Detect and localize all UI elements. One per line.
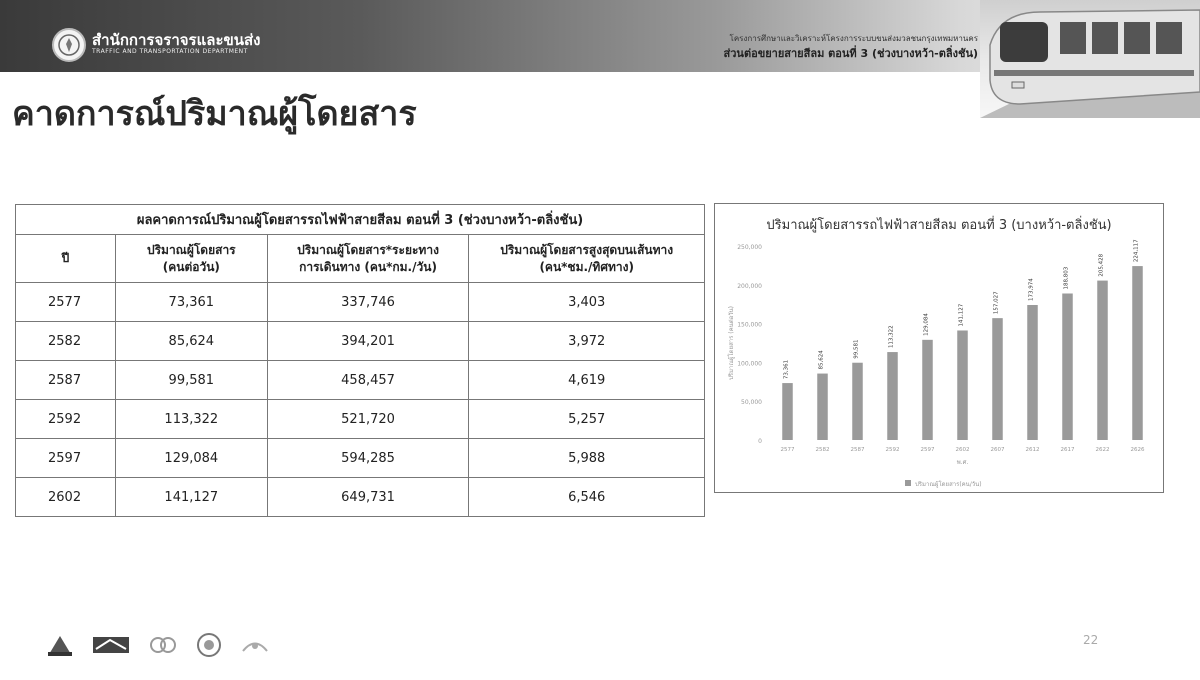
cell-passengers: 85,624	[115, 322, 267, 361]
data-label: 129,084	[923, 313, 930, 336]
table-header-row	[16, 235, 705, 283]
cell-year: 2597	[16, 439, 116, 478]
cell-passengers: 129,084	[115, 439, 267, 478]
passenger-forecast-table	[15, 204, 705, 517]
data-label: 85,624	[818, 350, 825, 370]
cell-passenger-km: 337,746	[267, 283, 469, 322]
bar	[957, 330, 968, 440]
passenger-chart	[714, 203, 1164, 493]
bar	[887, 352, 898, 440]
footer-logo-2	[92, 636, 130, 654]
table-row	[16, 400, 705, 439]
data-label: 73,361	[783, 359, 790, 380]
cell-passenger-km: 521,720	[267, 400, 469, 439]
footer-logo-4	[196, 632, 222, 658]
y-axis-title: ปริมาณผู้โดยสาร (คนต่อวัน)	[728, 305, 735, 381]
table-row	[16, 322, 705, 361]
footer-logos	[46, 630, 270, 660]
table-caption: ผลคาดการณ์ปริมาณผู้โดยสารรถไฟฟ้าสายสีลม ตอนที่ 3 (ช่วงบางหว้า-ตลิ่งชัน)	[16, 205, 705, 235]
y-tick-label: 150,000	[737, 321, 762, 329]
cell-year: 2582	[16, 322, 116, 361]
table-row	[16, 361, 705, 400]
bar	[1027, 305, 1038, 440]
bar	[922, 340, 933, 440]
cell-peak-load: 3,403	[469, 283, 705, 322]
x-tick-label: 2622	[1095, 447, 1110, 453]
cell-peak-load: 5,988	[469, 439, 705, 478]
project-subtitle: ส่วนต่อขยายสายสีลม ตอนที่ 3 (ช่วงบางหว้า-ตลิ่งชัน)	[723, 47, 978, 60]
train-photo	[980, 0, 1200, 118]
bar	[1097, 281, 1108, 440]
data-label: 224,117	[1133, 239, 1140, 263]
cell-year: 2577	[16, 283, 116, 322]
chart-plot	[715, 204, 1165, 494]
header-peak-load: ปริมาณผู้โดยสารสูงสุดบนเส้นทาง (คน*ชม./ทิศทาง)	[469, 235, 705, 283]
x-tick-label: 2612	[1025, 447, 1040, 453]
cell-passengers: 141,127	[115, 478, 267, 517]
x-tick-label: 2592	[885, 447, 900, 453]
data-label: 188,803	[1063, 266, 1070, 290]
x-tick-label: 2582	[815, 447, 830, 453]
project-title: โครงการศึกษาและวิเคราะห์โครงการระบบขนส่งมวลชนกรุงเทพมหานคร	[729, 34, 978, 43]
x-axis-title: พ.ศ.	[956, 459, 969, 466]
data-label: 141,127	[958, 303, 965, 327]
x-tick-label: 2602	[955, 447, 970, 453]
data-label: 99,581	[853, 339, 860, 359]
table-row	[16, 283, 705, 322]
x-tick-label: 2626	[1130, 447, 1145, 453]
legend-swatch	[905, 480, 911, 486]
header-year: ปี	[16, 235, 116, 283]
cell-passenger-km: 594,285	[267, 439, 469, 478]
y-tick-label: 200,000	[737, 282, 762, 290]
table-row	[16, 439, 705, 478]
y-tick-label: 250,000	[737, 244, 762, 251]
x-tick-label: 2617	[1060, 447, 1075, 453]
cell-passenger-km: 649,731	[267, 478, 469, 517]
bar	[992, 318, 1003, 440]
cell-passenger-km: 458,457	[267, 361, 469, 400]
table-row	[16, 478, 705, 517]
cell-passengers: 99,581	[115, 361, 267, 400]
cell-year: 2602	[16, 478, 116, 517]
legend-label: ปริมาณผู้โดยสาร(คน/วัน)	[915, 481, 982, 488]
department-name: สำนักการจราจรและขนส่ง	[92, 31, 261, 49]
y-tick-label: 0	[758, 438, 762, 445]
department-logo	[52, 28, 86, 62]
cell-passengers: 73,361	[115, 283, 267, 322]
table-caption-row	[16, 205, 705, 235]
footer-logo-5	[240, 634, 270, 656]
data-label: 157,027	[993, 291, 1000, 315]
cell-peak-load: 3,972	[469, 322, 705, 361]
cell-peak-load: 4,619	[469, 361, 705, 400]
x-tick-label: 2577	[780, 447, 795, 453]
data-label: 205,428	[1098, 253, 1105, 277]
y-tick-label: 100,000	[737, 360, 762, 368]
header-passengers: ปริมาณผู้โดยสาร (คนต่อวัน)	[115, 235, 267, 283]
header-passenger-km: ปริมาณผู้โดยสาร*ระยะทาง การเดินทาง (คน*กม./วัน)	[267, 235, 469, 283]
footer-logo-1	[46, 632, 74, 658]
data-label: 113,322	[888, 325, 895, 349]
x-tick-label: 2587	[850, 447, 865, 453]
x-tick-label: 2607	[990, 447, 1005, 453]
page-number: 22	[1083, 633, 1099, 647]
cell-year: 2587	[16, 361, 116, 400]
department-name-en: TRAFFIC AND TRANSPORTATION DEPARTMENT	[92, 48, 248, 55]
footer-logo-3	[148, 635, 178, 655]
data-label: 173,974	[1028, 278, 1035, 301]
cell-passengers: 113,322	[115, 400, 267, 439]
cell-passenger-km: 394,201	[267, 322, 469, 361]
cell-year: 2592	[16, 400, 116, 439]
bar	[852, 363, 863, 440]
bar	[817, 374, 828, 440]
bar	[1062, 293, 1073, 440]
bar	[1132, 266, 1143, 440]
cell-peak-load: 6,546	[469, 478, 705, 517]
x-tick-label: 2597	[920, 447, 935, 453]
page-title: คาดการณ์ปริมาณผู้โดยสาร	[12, 94, 417, 134]
y-tick-label: 50,000	[741, 399, 762, 407]
bar	[782, 383, 793, 440]
chart-title: ปริมาณผู้โดยสารรถไฟฟ้าสายสีลม ตอนที่ 3 (บางหว้า-ตลิ่งชัน)	[766, 218, 1112, 233]
cell-peak-load: 5,257	[469, 400, 705, 439]
